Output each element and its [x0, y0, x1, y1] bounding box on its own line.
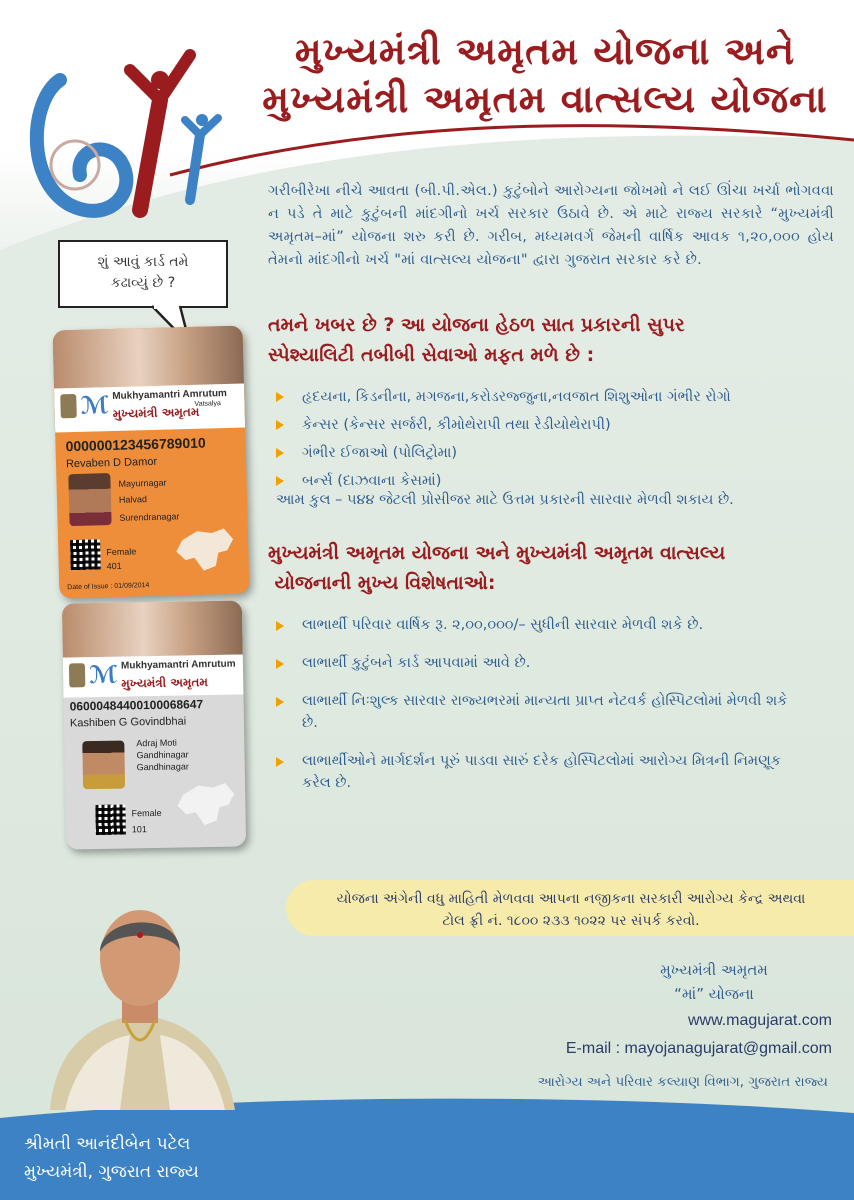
scheme-logo-icon: ℳ	[80, 391, 110, 420]
page-title-line1: મુખ્યમંત્રી અમૃતમ યોજના અને	[294, 28, 796, 73]
bubble-line1: શું આવું કાર્ડ તમે	[97, 254, 189, 270]
section1-heading	[268, 310, 828, 370]
health-card-amrutum	[62, 600, 246, 849]
chief-minister-portrait	[30, 900, 250, 1110]
list-item: લાભાર્થી નિઃશુલ્ક સારવાર રાજ્યભરમાં માન્યતા પ્રાપ્ત નેટવર્ક હોસ્પિટલોમાં મેળવી શકે છે.	[268, 690, 788, 734]
email-link[interactable]: E-mail : mayojanagujarat@gmail.com	[565, 1040, 832, 1057]
website-link[interactable]: www.magujarat.com	[687, 1012, 832, 1029]
card-issue-date: Date of Issue : 01/09/2014	[67, 582, 150, 592]
section2-heading-line2: યોજનાની મુખ્ય વિશેષતાઓ:	[268, 572, 496, 594]
list-item: બર્ન્સ (દાઝવાના કેસમાં)	[268, 470, 828, 492]
scheme-logo	[20, 40, 230, 220]
list-item: લાભાર્થી પરિવાર વાર્ષિક રૂ. ૨,૦૦,૦૦૦/– સુધીની સારવાર મેળવી શકે છે.	[268, 614, 788, 636]
card-holder-photo	[68, 473, 111, 526]
info-banner-text	[296, 888, 846, 932]
scheme-logo-icon: ℳ	[88, 660, 118, 690]
chief-minister-name: શ્રીમતી આનંદીબેન પટેલ	[24, 1134, 191, 1154]
signature-line1: મુખ્યમંત્રી અમૃતમ	[660, 961, 768, 979]
card-address-3: Surendranagar	[119, 511, 180, 523]
card-address-3: Gandhinagar	[136, 761, 189, 773]
intro-paragraph: ગરીબીરેખા નીચે આવતા (બી.પી.એલ.) કુટુંબોને આરોગ્યના જોખમો ને લઈ ઊંચા ખર્ચા ભોગવવા ન પડે તે માટે કુટુંબની માંદગીનો ખર્ચ સરકાર ઉઠાવે છે. એ માટે રાજ્ય સરકારે “મુખ્યમંત્રી અમૃતમ–માં” યોજના શરુ કરી છે. ગરીબ, મધ્યમવર્ગ જેમની વાર્ષિક આવક ૧,૨૦,૦૦૦ હોય તેમનો માંદગીનો ખર્ચ "માં વાત્સલ્ય યોજના" દ્વારા ગુજરાત સરકાર કરે છે.	[268, 183, 834, 268]
card-scheme-gujarati: મુખ્યમંત્રી અમૃતમ	[112, 404, 200, 421]
card-scheme-english: Mukhyamantri Amrutum	[112, 387, 228, 402]
card-holder-name: Revaben D Damor	[65, 455, 158, 471]
card-scheme-gujarati: મુખ્યમંત્રી અમૃતમ	[121, 675, 208, 691]
chief-minister-title: મુખ્યમંત્રી, ગુજરાત રાજ્ય	[24, 1162, 199, 1182]
card-scheme-english: Mukhyamantri Amrutum	[120, 658, 236, 672]
list-item: હૃદયના, કિડનીના, મગજના,કરોડરજ્જુના,નવજાત શિશુઓના ગંભીર રોગો	[268, 386, 828, 408]
card-code: 101	[131, 824, 147, 835]
bubble-line2: કઢાવ્યું છે ?	[110, 275, 176, 291]
info-line2: ટોલ ફ્રી નં. ૧૮૦૦ ૨૩૩ ૧૦૨૨ પર સંપર્ક કરવો.	[442, 913, 700, 929]
procedures-summary: આમ કુલ – ૫૪૪ જેટલી પ્રોસીજર માટે ઉત્તમ પ્રકારની સારવાર મેળવી શકાય છે.	[276, 492, 734, 508]
scheme-signature	[604, 958, 824, 1006]
card-code: 401	[106, 560, 122, 572]
national-emblem-icon	[60, 394, 77, 418]
card-header	[54, 384, 245, 433]
card-gender: Female	[131, 807, 162, 819]
national-emblem-icon	[69, 663, 85, 687]
card-holder-photo	[82, 741, 125, 790]
card-address-1: Adraj Moti	[136, 737, 177, 749]
chief-minister-caption	[24, 1130, 199, 1186]
card-number: 06000484400100068647	[69, 697, 204, 714]
card-address-1: Mayurnagar	[118, 477, 167, 489]
list-item: ગંભીર ઈજાઓ (પોલિટ્રોમા)	[268, 442, 828, 464]
list-item: લાભાર્થી કુટુંબને કાર્ડ આપવામાં આવે છે.	[268, 652, 788, 674]
qr-code-icon	[70, 539, 101, 570]
features-list	[268, 614, 788, 810]
gujarat-map-icon	[176, 526, 237, 572]
list-item: લાભાર્થીઓને માર્ગદર્શન પૂરું પાડવા સારું દરેક હોસ્પિટલોમાં આરોગ્ય મિત્રની નિમણૂક કરેલ છે.	[268, 750, 788, 794]
section2-heading-line1: મુખ્યમંત્રી અમૃતમ યોજના અને મુખ્યમંત્રી અમૃતમ વાત્સલ્ય	[268, 542, 726, 564]
section1-heading-line2: સ્પેશ્યાલિટી તબીબી સેવાઓ મફત મળે છે :	[268, 344, 595, 366]
list-item: કેન્સર (કેન્સર સર્જરી, કીમોથેરાપી તથા રેડીયોથેરાપી)	[268, 414, 828, 436]
card-holder-name: Kashiben G Govindbhai	[69, 715, 187, 730]
info-line1: યોજના અંગેની વધુ માહિતી મેળવવા આપના નજીકના સરકારી આરોગ્ય કેન્દ્ર અથવા	[336, 891, 806, 907]
department-name: આરોગ્ય અને પરિવાર કલ્યાણ વિભાગ, ગુજરાત રાજ્ય	[537, 1074, 828, 1090]
card-banner-photo	[53, 326, 244, 389]
card-address-2: Halvad	[118, 494, 148, 505]
section2-heading	[268, 538, 828, 598]
qr-code-icon	[95, 805, 126, 836]
card-banner-photo	[62, 600, 243, 657]
section1-heading-line1: તમને ખબર છે ? આ યોજના હેઠળ સાત પ્રકારની સુપર	[268, 314, 685, 336]
signature-line2: “માં” યોજના	[674, 985, 754, 1003]
health-card-vatsalya	[53, 326, 250, 599]
card-gender: Female	[106, 546, 137, 558]
card-scheme-sub: Vatsalya	[194, 400, 221, 408]
services-list	[268, 386, 828, 498]
card-header	[63, 654, 244, 697]
card-number: 000000123456789010	[65, 434, 206, 455]
card-address-2: Gandhinagar	[136, 749, 189, 761]
speech-bubble	[58, 240, 228, 308]
page-title-line2: મુખ્યમંત્રી અમૃતમ વાત્સલ્ય યોજના	[262, 76, 828, 121]
gujarat-map-icon	[177, 781, 238, 826]
